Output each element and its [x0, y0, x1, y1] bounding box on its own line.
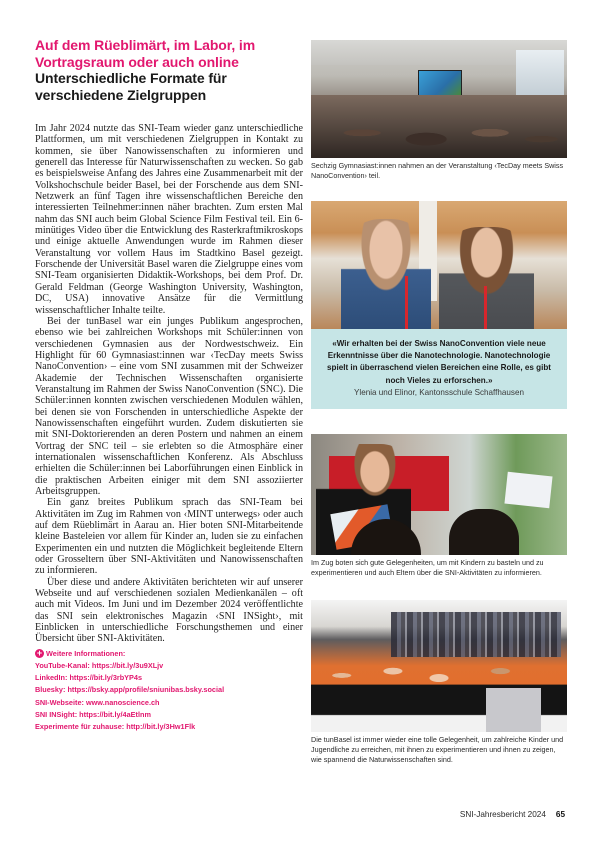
photo-presentation-screen [418, 70, 462, 97]
train-workshop-photo [311, 434, 567, 555]
more-info-heading-row [35, 648, 303, 660]
paragraph-1: Im Jahr 2024 nutzte das SNI-Team wieder ganz unterschiedliche Plattformen, um mit verschiedenen Zielgruppen in Kontakt zu kommen, sie über Nanowissenschaften zu informieren und generell das Interesse für Naturwissenschaften zu wecken. So gab es beispielsweise Anfang des Jahres eine Zusammenarbeit mit der Volkshochschule beider Basel, bei der Forschende aus dem SNI-Netzwerk an fünf Tagen ihre wissenschaftlichen Bereiche den interessierten Teilnehmer:innen näher brachten. Zum ersten Mal nahm das SNI auch beim Global Science Film Festival teil. Ein 6-minütiges Video über die Entwicklung des Rasterkraftmikroskops und einige aktuelle Anwendungen wurde im Rahmen dieser Veranstaltung vor vollem Haus im Stadtkino Basel gezeigt. Forschende der Universität Basel waren die Zielgruppe eines vom SNI-Team organisierten Didaktik-Workshops, bei dem Prof. Dr. Gerald Feldman (George Washington University, Washington, DC, USA) innovative Ansätze für die Vermittlung wissenschaftlicher Inhalte teilte. [35, 123, 303, 316]
lecture-hall-audience-photo [311, 40, 567, 158]
figure-4-caption: Die tunBasel ist immer wieder eine tolle Gelegenheit, um zahlreiche Kinder und Jugendliche zu erreichen, mit ihnen zu experimentieren und ihnen zu zeigen, wie spannend die Naturwissenschaften sind. [311, 734, 564, 764]
paragraph-4: Über diese und andere Aktivitäten berichteten wir auf unserer Webseite und auf verschiedenen sozialen Medienkanälen – oft auch mit Videos. Im Juni und im Dezember 2024 veröffentlichte das SNI sein elektronisches Magazin ‹SNI INSight›, mit Einblicken in unterschiedliche Forschungsthemen und einer Übersicht über SNI-Aktivitäten. [35, 576, 303, 645]
photo-window-sign [504, 472, 552, 509]
page-footer [460, 810, 565, 819]
quote-author: Ylenia und Elinor, Kantonsschule Schaffhausen [354, 387, 524, 397]
publication-name: SNI-Jahresbericht 2024 [459, 810, 546, 819]
quote-box [311, 329, 567, 409]
article-title: Auf dem Rüeblimärt, im Labor, im Vortragsraum oder auch online [35, 37, 256, 70]
article-subtitle: Unterschiedliche Formate für verschiedene Zielgruppen [35, 70, 227, 103]
paragraph-3: Ein ganz breites Publikum sprach das SNI-Team bei Aktivitäten im Zug im Rahmen von ‹MINT unterwegs› oder auch auf dem Rüeblimärt in Aarau an. Hier boten SNI-Mitarbeitende kleine Basteleien vor allem für Kinder an, luden sie zu einfachen Experimenten ein und nutzten die Möglichkeit begleitende Eltern oder Grosseltern über SNI-Aktivitäten und Nanowissenschaften zu informieren. [35, 497, 303, 577]
link-linkedin[interactable]: LinkedIn: https://bit.ly/3rbYP4s [35, 673, 143, 683]
photo-grey-jacket [486, 688, 541, 732]
photo-lanyard-right [484, 286, 487, 329]
link-sni-insight[interactable]: SNI INSight: https://bit.ly/4aEtlnm [35, 709, 151, 719]
link-bluesky[interactable]: Bluesky: https://bsky.app/profile/sniunibas.bsky.social [35, 685, 225, 695]
figure-3-caption: Im Zug boten sich gute Gelegenheiten, um mit Kindern zu basteln und zu experimentieren und auch Eltern über die SNI-Aktivitäten zu informieren. [311, 557, 544, 577]
tunbasel-girls-photo [311, 600, 567, 732]
more-info-section [35, 648, 303, 733]
link-experiments[interactable]: Experimente für zuhause: http://bit.ly/3Hw1Flk [35, 722, 196, 732]
quote-text: «Wir erhalten bei der Swiss NanoConvention viele neue Erkenntnisse über die Nanotechnologie. Nanotechnologie spielt in überraschend vielen Bereichen eine Rolle, es gibt noch Vieles zu erforschen.» [327, 339, 551, 385]
more-info-heading: Weitere Informationen: [46, 648, 126, 658]
photo-lanyard-left [405, 276, 408, 329]
plus-circle-icon: + [36, 648, 43, 659]
page-number: 65 [555, 810, 565, 819]
link-youtube[interactable]: YouTube-Kanal: https://bit.ly/3u9XLjv [35, 661, 164, 671]
photo-child-right [449, 509, 519, 555]
article-column [35, 37, 303, 733]
paragraph-2: Bei der tunBasel war ein junges Publikum angesprochen, ebenso wie bei zahlreichen Workshops mit Schüler:innen von verschiedenen Gymnasien aus der Nordwestschweiz. Ein Highlight für 60 Gymnasiast:innen war ‹TecDay meets Swiss NanoConvention› – eine vom SNI zusammen mit der Schweizer Akademie der Technischen Wissenschaften organisierte Veranstaltung im Rahmen der Swiss NanoConvention (SNC). Die Schüler:innen konnten zwischen verschiedenen Modulen wählen, bei denen sie von Forschenden in unterschiedliche Aspekte der Nanowissenschaften eingeführt wurden. Zudem diskutierten sie mit SNI-Doktorierenden an deren Postern und nahmen an einem Vortrag der SNC teil – sie erlebten so die Atmosphäre einer internationalen wissenschaftlichen Konferenz. Als Abschluss erhielten die Schüler:innen bei Laborführungen einen Einblick in die praktischen Arbeiten einiger mit dem SNI assoziierter Arbeitsgruppen. [35, 315, 303, 497]
figure-1-caption: Sechzig Gymnasiast:innen nahmen an der Veranstaltung ‹TecDay meets Swiss NanoConvention› teil. [311, 161, 564, 180]
figures-column [311, 40, 567, 765]
link-sni-website[interactable]: SNI-Webseite: www.nanoscience.ch [35, 697, 160, 707]
two-students-photo [311, 201, 567, 329]
photo-student-left [341, 219, 431, 329]
photo-audience [311, 95, 567, 158]
article-body [35, 123, 303, 645]
